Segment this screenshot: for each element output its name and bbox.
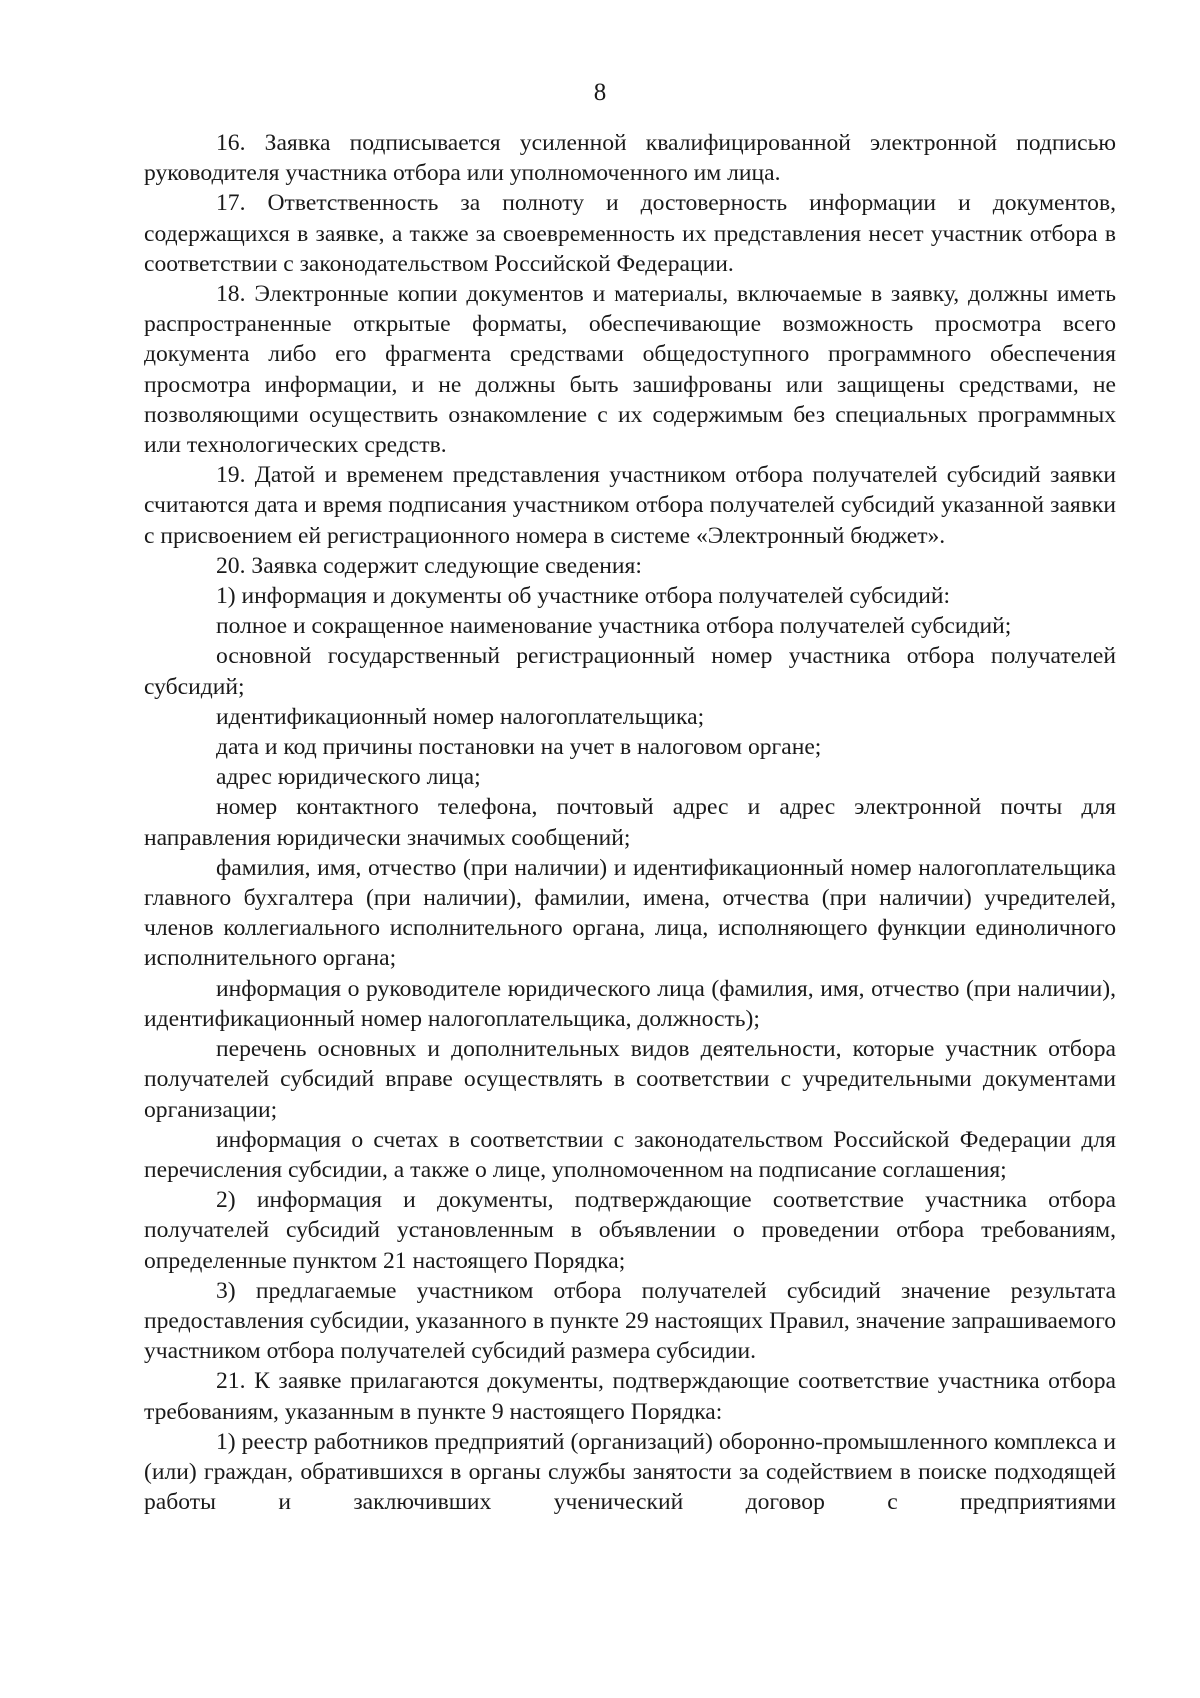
paragraph-16: 16. Заявка подписывается усиленной квалифицированной электронной подписью руководителя участника отбора или уполномоченного им лица. [144, 130, 1116, 187]
list-item-name: полное и сокращенное наименование участника отбора получателей субсидий; [216, 613, 1012, 640]
list-item-20-2: 2) информация и документы, подтверждающие соответствие участника отбора получателей субсидий установленным в объявлении о проведении отбора требованиям, определенные пунктом 21 настоящего Порядка; [144, 1187, 1116, 1274]
list-item-20-3: 3) предлагаемые участником отбора получателей субсидий значение результата предоставления субсидии, указанного в пункте 29 настоящих Правил, значение запрашиваемого участником отбора получателей субсидий размера субсидии. [144, 1277, 1116, 1365]
list-item-ogrn: основной государственный регистрационный номер участника отбора получателей субсидий; [144, 643, 1116, 700]
list-item-contacts: номер контактного телефона, почтовый адрес и адрес электронной почты для направления юридически значимых сообщений; [144, 794, 1116, 851]
list-item-20-1: 1) информация и документы об участнике отбора получателей субсидий: [216, 583, 951, 610]
list-item-persons: фамилия, имя, отчество (при наличии) и идентификационный номер налогоплательщика главного бухгалтера (при наличии), фамилии, имена, отчества (при наличии) учредителей, членов коллегиального исполнительного органа, лица, исполняющего функции единоличного исполнительного органа; [144, 854, 1116, 972]
list-item-kpp: дата и код причины постановки на учет в налоговом органе; [216, 734, 822, 761]
list-item-accounts: информация о счетах в соответствии с законодательством Российской Федерации для перечисления субсидии, а также о лице, уполномоченном на подписание соглашения; [144, 1126, 1116, 1183]
paragraph-18: 18. Электронные копии документов и материалы, включаемые в заявку, должны иметь распространенные открытые форматы, обеспечивающие возможность просмотра всего документа либо его фрагмента средствами общедоступного программного обеспечения просмотра информации, и не должны быть зашифрованы или защищены средствами, не позволяющими осуществить ознакомление с их содержимым без специальных программных или технологических средств. [144, 281, 1116, 459]
paragraph-17: 17. Ответственность за полноту и достоверность информации и документов, содержащихся в заявке, а также за своевременность их представления несет участник отбора в соответствии с законодательством Российской Федерации. [144, 190, 1116, 277]
paragraph-19: 19. Датой и временем представления участником отбора получателей субсидий заявки считаются дата и время подписания участником отбора получателей субсидий указанной заявки с присвоением ей регистрационного номера в системе «Электронный бюджет». [144, 462, 1116, 549]
paragraph-20: 20. Заявка содержит следующие сведения: [216, 552, 642, 579]
document-body [144, 128, 1116, 1517]
list-item-inn: идентификационный номер налогоплательщика; [216, 703, 705, 730]
list-item-21-1: 1) реестр работников предприятий (организаций) оборонно-промышленного комплекса и (или) граждан, обратившихся в органы службы занятости за содействием в поиске подходящей работы и заключивших ученический договор с предприятиями [144, 1428, 1116, 1516]
list-item-address: адрес юридического лица; [216, 764, 481, 791]
paragraph-21: 21. К заявке прилагаются документы, подтверждающие соответствие участника отбора требованиям, указанным в пункте 9 настоящего Порядка: [144, 1368, 1116, 1425]
list-item-director: информация о руководителе юридического лица (фамилия, имя, отчество (при наличии), идентификационный номер налогоплательщика, должность); [144, 975, 1116, 1032]
list-item-activities: перечень основных и дополнительных видов деятельности, которые участник отбора получателей субсидий вправе осуществлять в соответствии с учредительными документами организации; [144, 1036, 1116, 1123]
page-number: 8 [593, 79, 607, 106]
